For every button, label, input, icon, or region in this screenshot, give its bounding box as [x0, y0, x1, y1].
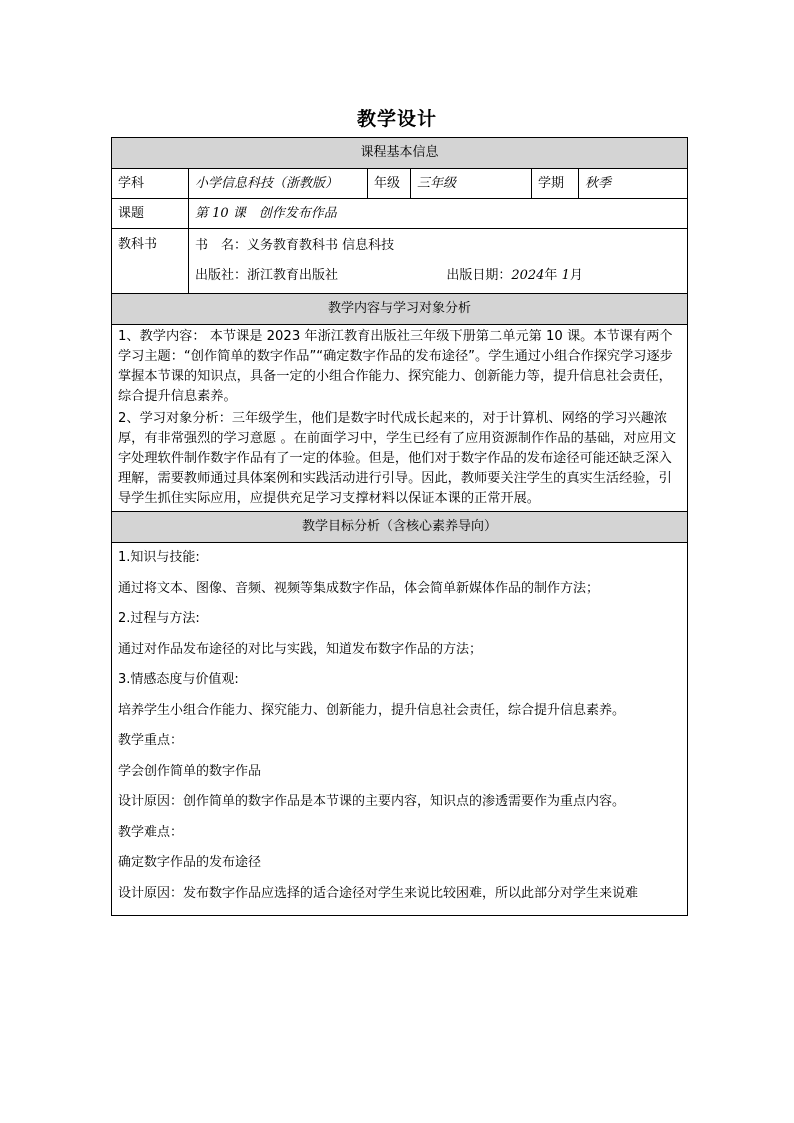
goals-list [118, 543, 681, 915]
grade-value: 三年级 [411, 169, 532, 199]
content-analysis [112, 325, 688, 512]
goal-line: 通过将文本、图像、音频、视频等集成数字作品，体会简单新媒体作品的制作方法； [118, 580, 600, 596]
teaching-content-paragraph: 1、教学内容： 本节课是 2023 年浙江教育出版社三年级下册第二单元第 10 课。本节课有两个学习主题：“创作简单的数字作品”“确定数字作品的发布途径”。学生通过小组合作探究学习逐步掌握本节课的知识点，具备一定的小组合作能力、探究能力、创新能力等，提升信息社会责任，综合提升信息素养。 [118, 329, 673, 404]
publisher-label: 出版社： [195, 268, 248, 283]
term-label: 学期 [532, 169, 579, 199]
lesson-label: 课题 [112, 199, 189, 229]
subject-value: 小学信息科技（浙教版） [189, 169, 368, 199]
subject-label: 学科 [112, 169, 189, 199]
book-name-value: 义务教育教科书 信息科技 [247, 238, 395, 253]
document-title: 教学设计 [356, 108, 437, 130]
textbook-label: 教科书 [112, 229, 189, 294]
goal-line: 2.过程与方法: [118, 611, 200, 626]
goal-line: 1.知识与技能: [118, 550, 200, 565]
goal-line: 教学难点： [118, 824, 184, 840]
book-name-label: 书 名： [195, 238, 248, 253]
textbook-info [189, 229, 688, 294]
pubdate-month-suffix: 月 [569, 268, 583, 283]
pubdate-label: 出版日期： [446, 268, 512, 283]
goal-line: 确定数字作品的发布途径 [118, 855, 262, 870]
grade-label: 年级 [368, 169, 411, 199]
learner-analysis-paragraph: 2、学习对象分析：三年级学生，他们是数字时代成长起来的，对于计算机、网络的学习兴趣浓厚，有非常强烈的学习意愿 。在前面学习中，学生已经有了应用资源制作作品的基础，对应用文字处理软件制作数字作品有了一定的体验。但是，他们对于数字作品的发布途径可能还缺乏深入理解，需要教师通过具体案例和实践活动进行引导。因此，教师要关注学生的真实生活经验，引导学生抓住实际应用，应提供充足学习支撑材料以保证本课的正常开展。 [118, 411, 677, 506]
lesson-value: 第 10 课 创作发布作品 [189, 199, 688, 229]
goal-line: 学会创作简单的数字作品 [118, 763, 262, 779]
goal-line: 教学重点： [118, 733, 184, 748]
goal-line: 3.情感态度与价值观: [118, 672, 239, 687]
section-header-basic: 课程基本信息 [112, 138, 688, 169]
lesson-plan-table [111, 137, 688, 916]
section-header-content: 教学内容与学习对象分析 [112, 294, 688, 325]
book-name-line [195, 231, 681, 261]
goal-line: 设计原因：发布数字作品应选择的适合途径对学生来说比较困难，所以此部分对学生来说难 [118, 885, 639, 901]
pubdate-year: 2024 [511, 268, 545, 283]
pubdate-month: 1 [561, 268, 570, 283]
pubdate-year-suffix: 年 [544, 268, 558, 283]
goal-line: 培养学生小组合作能力、探究能力、创新能力，提升信息社会责任，综合提升信息素养。 [118, 702, 626, 718]
goal-line: 设计原因：创作简单的数字作品是本节课的主要内容，知识点的渗透需要作为重点内容。 [118, 794, 626, 809]
goals-cell [112, 543, 688, 916]
goal-line: 通过对作品发布途径的对比与实践，知道发布数字作品的方法； [118, 641, 483, 657]
section-header-goals: 教学目标分析（含核心素养导向） [112, 512, 688, 543]
term-value: 秋季 [579, 169, 688, 199]
publisher-value: 浙江教育出版社 [247, 268, 339, 283]
publisher-line [195, 261, 681, 291]
